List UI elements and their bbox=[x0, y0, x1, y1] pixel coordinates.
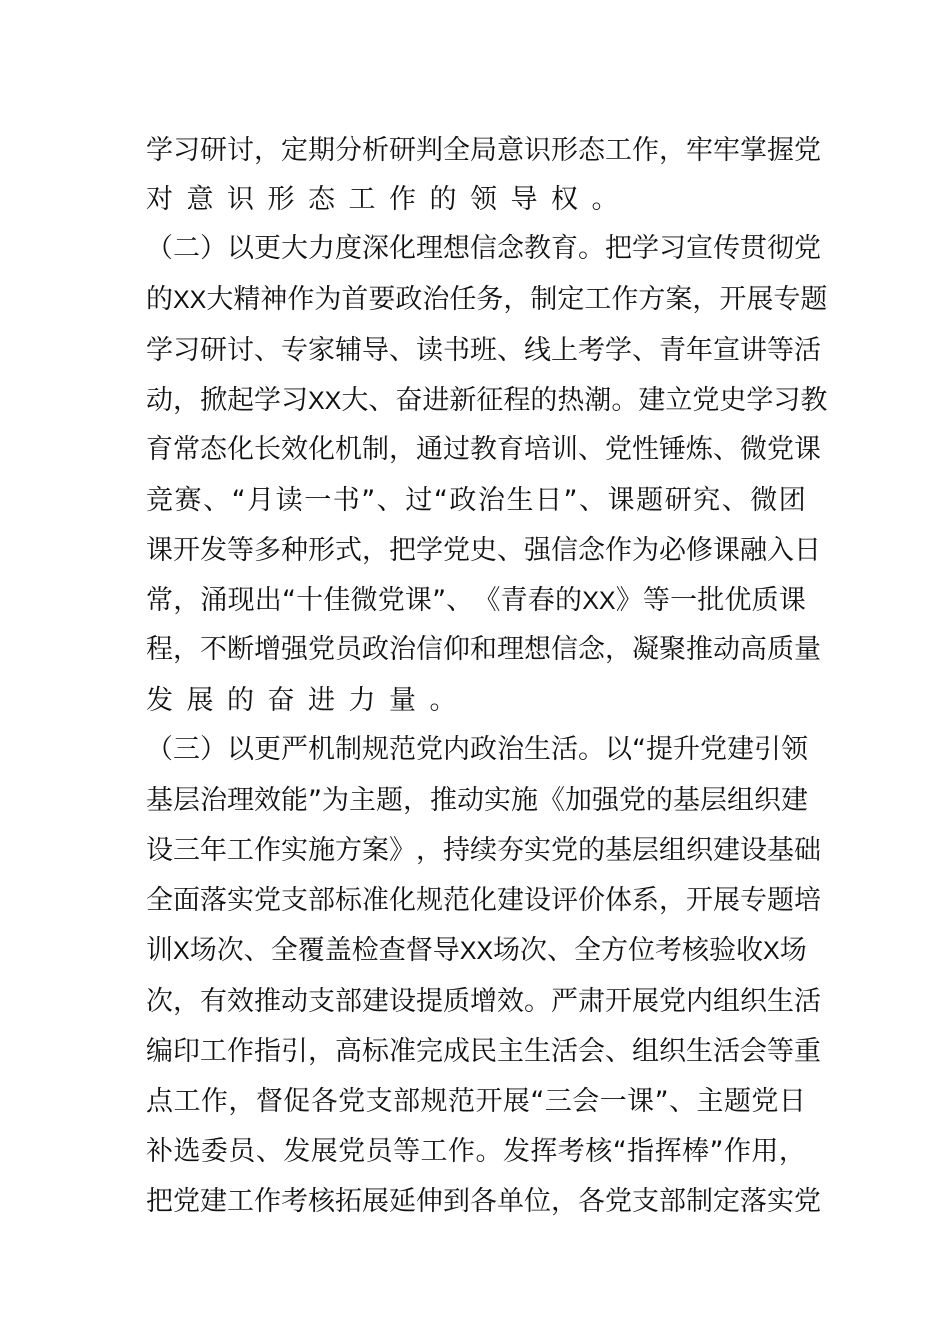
text-line: （ 三 ） 以 更 严 机 制 规 范 党 内 政 治 生 活 。 以 “ 提 升 党 建 引 领 bbox=[146, 734, 808, 765]
text-line: （ 二 ） 以 更 大 力 度 深 化 理 想 信 念 教 育 。 把 学 习 宣 传 贯 彻 党 bbox=[146, 233, 821, 264]
text-line: 课 开 发 等 多 种 形 式 ， 把 学 党 史 、 强 信 念 作 为 必 修 课 融 入 日 bbox=[146, 535, 821, 566]
text-line: 次 ， 有 效 推 动 支 部 建 设 提 质 增 效 。 严 肃 开 展 党 内 组 织 生 活 bbox=[146, 986, 821, 1017]
text-line: 学 习 研 讨 、 专 家 辅 导 、 读 书 班 、 线 上 考 学 、 青 年 宣 讲 等 活 bbox=[146, 335, 821, 366]
text-line: 把 党 建 工 作 考 核 拓 展 延 伸 到 各 单 位 ， 各 党 支 部 制 定 落 实 党 bbox=[146, 1186, 821, 1217]
text-line: 常 ， 涌 现 出 “ 十 佳 微 党 课 ” 、 《 青 春 的 XX 》 等 一 批 优 质 课 bbox=[146, 585, 806, 616]
text-line: 发 展 的 奋 进 力 量 。 bbox=[146, 685, 457, 716]
text-line: 学 习 研 讨 ， 定 期 分 析 研 判 全 局 意 识 形 态 工 作 ， 牢 牢 掌 握 党 bbox=[146, 135, 821, 166]
text-line: 动 ， 掀 起 学 习 XX 大 、 奋 进 新 征 程 的 热 潮 。 建 立 党 史 学 习 教 bbox=[146, 385, 828, 416]
text-line: 训 X 场 次 、 全 覆 盖 检 查 督 导 XX 场 次 、 全 方 位 考 核 验 收 X 场 bbox=[146, 935, 807, 966]
text-line: 基 层 治 理 效 能 ” 为 主 题 ， 推 动 实 施 《 加 强 党 的 基 层 组 织 建 bbox=[146, 785, 808, 816]
text-line: 对 意 识 形 态 工 作 的 领 导 权 。 bbox=[146, 184, 619, 215]
text-line: 育 常 态 化 长 效 化 机 制 ， 通 过 教 育 培 训 、 党 性 锤 炼 、 微 党 课 bbox=[146, 434, 821, 465]
text-line: 程 ， 不 断 增 强 党 员 政 治 信 仰 和 理 想 信 念 ， 凝 聚 推 动 高 质 量 bbox=[146, 634, 821, 665]
text-line: 补 选 委 员 、 发 展 党 员 等 工 作 。 发 挥 考 核 “ 指 挥 棒 ” 作 用 ， bbox=[146, 1136, 806, 1167]
text-line: 编 印 工 作 指 引 ， 高 标 准 完 成 民 主 生 活 会 、 组 织 生 活 会 等 重 bbox=[146, 1036, 821, 1067]
text-line: 全 面 落 实 党 支 部 标 准 化 规 范 化 建 设 评 价 体 系 ， 开 展 专 题 培 bbox=[146, 885, 821, 916]
text-line: 设 三 年 工 作 实 施 方 案 》 ， 持 续 夯 实 党 的 基 层 组 织 建 设 基 础 bbox=[146, 835, 821, 866]
text-line: 竞 赛 、 “ 月 读 一 书 ” 、 过 “ 政 治 生 日 ” 、 课 题 研 究 、 微 团 bbox=[146, 485, 806, 516]
text-line: 的 XX 大 精 神 作 为 首 要 政 治 任 务 ， 制 定 工 作 方 案 ， 开 展 专 题 bbox=[146, 284, 828, 315]
text-line: 点 工 作 ， 督 促 各 党 支 部 规 范 开 展 “ 三 会 一 课 ” 、 主 题 党 日 bbox=[146, 1086, 806, 1117]
